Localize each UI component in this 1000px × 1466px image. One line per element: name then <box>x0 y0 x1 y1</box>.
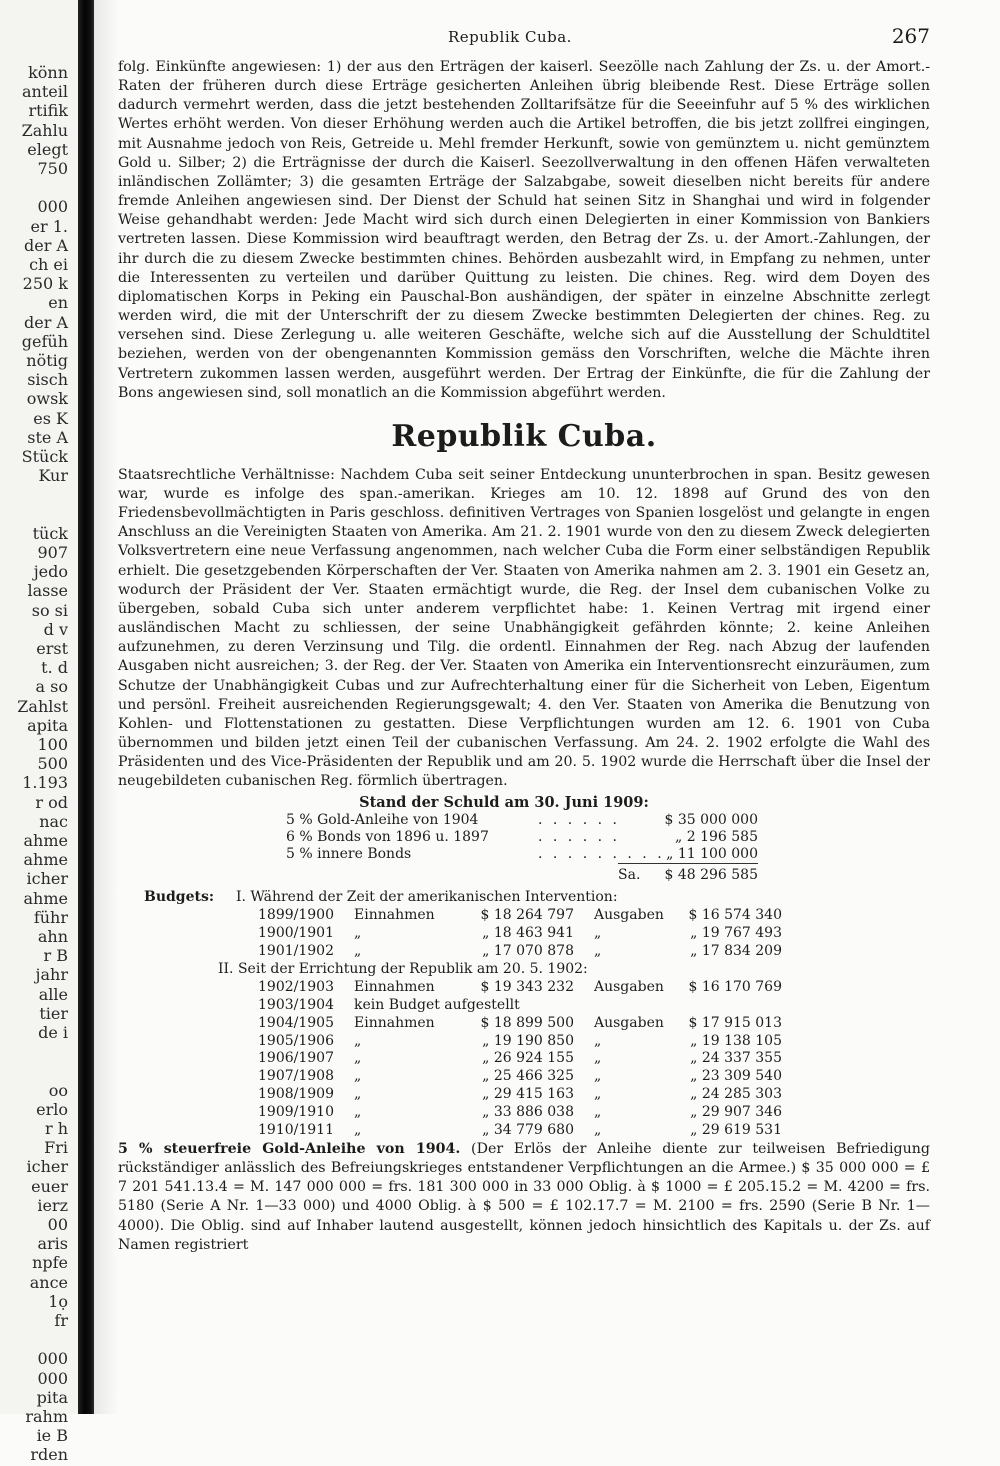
margin-fragment: npfe <box>32 1253 68 1273</box>
budget-year: 1909/1910 <box>258 1104 334 1121</box>
budget-year: 1907/1908 <box>258 1068 334 1085</box>
margin-fragment: d v <box>43 619 68 639</box>
budget-income-label: Einnahmen <box>354 907 435 924</box>
margin-fragment: nac <box>39 811 68 831</box>
budget-expense-label: „ <box>594 925 602 942</box>
budget-row <box>118 1086 930 1104</box>
margin-fragment: der A <box>24 312 68 332</box>
budget-expense: „ 19 138 105 <box>690 1032 782 1049</box>
margin-fragment: ste A <box>27 427 68 447</box>
margin-fragment: Fri <box>44 1138 68 1158</box>
margin-fragment: rden <box>30 1445 68 1465</box>
debt-sum-amount: $ 48 296 585 <box>664 867 758 884</box>
margin-fragment: ie B <box>36 1426 68 1446</box>
budget-year: 1901/1902 <box>258 943 334 960</box>
margin-fragment: apita <box>27 715 68 735</box>
budget-income-label: Einnahmen <box>354 978 435 995</box>
debt-row-label: 6 % Bonds von 1896 u. 1897 <box>286 829 489 846</box>
running-head <box>118 24 930 58</box>
margin-fragment: 00 <box>47 1215 68 1234</box>
page-body <box>118 24 930 1255</box>
budget-expense: „ 29 619 531 <box>690 1122 782 1139</box>
debt-row <box>118 846 930 863</box>
margin-fragment: anteil <box>22 82 68 102</box>
debt-row-label: 5 % Gold-Anleihe von 1904 <box>286 812 479 829</box>
margin-fragment: gefüh <box>21 331 68 351</box>
margin-fragment: 1ọ <box>48 1291 68 1311</box>
margin-fragment: icher <box>26 869 68 889</box>
loan-paragraph <box>118 1140 930 1255</box>
margin-fragment: erst <box>36 639 68 658</box>
budget-row <box>118 1068 930 1086</box>
budget-row <box>118 925 930 943</box>
debt-table <box>118 793 930 885</box>
margin-fragment: alle <box>38 984 68 1004</box>
previous-page-margin <box>0 0 78 1465</box>
budget-income: $ 18 264 797 <box>480 907 574 924</box>
margin-fragment: en <box>48 293 68 313</box>
margin-fragment: Zahlu <box>21 120 68 140</box>
margin-fragment: 500 <box>37 754 68 774</box>
budget-expense-label: „ <box>594 1050 602 1067</box>
margin-fragment: nötig <box>26 351 68 370</box>
budget-expense-label: „ <box>594 943 602 960</box>
margin-fragment: tier <box>39 1003 68 1023</box>
margin-fragment: er 1. <box>30 216 68 236</box>
budget-income-label: „ <box>354 1068 362 1085</box>
section-title: Republik Cuba. <box>391 418 657 454</box>
budget-income-label: „ <box>354 1104 362 1121</box>
budget-expense: „ 17 834 209 <box>690 943 782 960</box>
budget-year: 1899/1900 <box>258 907 334 924</box>
budget-expense: „ 24 337 355 <box>690 1050 782 1067</box>
margin-fragment: tück <box>32 523 68 543</box>
debt-row-label: 5 % innere Bonds <box>286 846 412 863</box>
budget-expense-label: „ <box>594 1032 602 1049</box>
budget-expense-label: Ausgaben <box>594 1014 664 1031</box>
budgets-period1-heading: I. Während der Zeit der amerikanischen Intervention: <box>236 889 618 906</box>
budget-year: 1906/1907 <box>258 1050 334 1067</box>
margin-fragment: aris <box>37 1234 68 1254</box>
running-head-title: Republik Cuba. <box>448 28 572 46</box>
budget-income: „ 17 070 878 <box>482 943 574 960</box>
budget-income: „ 25 466 325 <box>482 1068 574 1085</box>
margin-fragment: de i <box>38 1023 68 1042</box>
margin-fragment: es K <box>33 408 68 428</box>
budget-expense-label: „ <box>594 1086 602 1103</box>
margin-fragment: elegt <box>27 139 68 159</box>
budget-income-label: „ <box>354 943 362 960</box>
margin-fragment: Stück <box>21 447 68 466</box>
budget-expense: „ 24 285 303 <box>690 1086 782 1103</box>
margin-fragment: 1.193 <box>22 773 68 793</box>
margin-fragment: owsk <box>26 389 68 409</box>
margin-fragment: pita <box>36 1387 68 1407</box>
budget-row <box>118 1050 930 1068</box>
margin-fragment: ch ei <box>29 255 68 274</box>
budget-row <box>118 907 930 925</box>
margin-fragment: sisch <box>27 370 68 390</box>
budget-row <box>118 1033 930 1051</box>
margin-fragment: ahme <box>23 831 68 850</box>
debt-sum-row <box>118 863 930 885</box>
margin-fragment: 750 <box>37 159 68 178</box>
budget-expense-label: „ <box>594 1068 602 1085</box>
budget-expense: „ 19 767 493 <box>690 925 782 942</box>
debt-row-amount: „ 11 100 000 <box>666 846 758 863</box>
budget-year: 1900/1901 <box>258 925 334 942</box>
budgets-lead: Budgets: <box>144 889 215 906</box>
budget-expense: $ 17 915 013 <box>688 1014 782 1031</box>
margin-fragment: t. d <box>41 658 68 678</box>
budget-row <box>118 1104 930 1122</box>
budget-income-label: „ <box>354 1086 362 1103</box>
budget-row <box>118 1015 930 1033</box>
margin-fragment: euer <box>31 1176 68 1196</box>
budgets-table <box>118 889 930 1139</box>
margin-fragment: erlo <box>36 1099 68 1119</box>
budget-income-label: Einnahmen <box>354 1014 435 1031</box>
margin-fragment: 907 <box>37 543 68 562</box>
margin-fragment: der A <box>24 235 68 255</box>
constitution-paragraph: Staatsrechtliche Verhältnisse: Nachdem Cuba seit seiner Entdeckung ununterbrochen in span. Besitz gewesen war, wurde es infolge des span.-amerikan. Krieges am 10. 12. 1898 auf Grund des von den Friedensbevollmächtigten in Paris geschloss. definitiven Vertrages von Spanien losgelöst und gelangte in engen Anschluss an die Vereinigten Staaten von Amerika. Am 21. 2. 1901 wurde von den zu diesem Zweck delegierten Volksvertretern eine neue Verfassung angenommen, nach welcher Cuba die Form einer selbständigen Republik erhielt. Die gesetzgebenden Körperschaften der Ver. Staaten von Amerika nahmen am 2. 3. 1901 ein Gesetz an, wodurch der Präsident der Ver. Staaten ermächtigt wurde, die Reg. der Insel dem cubanischen Volke zu übergeben, sobald Cuba sich unter anderem verpflichtet habe: 1. Keinen Vertrag mit irgend einer ausländischen Macht zu schliessen, der seine Unabhängigkeit gefährden könnte; 2. keine Anleihen aufzunehmen, zu deren Verzinsung und Tilg. die ordentl. Einnahmen der Reg. nach Abzug der laufenden Ausgaben nicht ausreichen; 3. der Reg. der Ver. Staaten von Amerika ein Interventionsrecht einzuräumen, zum Schutze der Unabhängigkeit Cubas und zur Aufrechterhaltung einer für die Sicherheit von Leben, Eigentum und persönl. Freiheit ausreichenden Regierungsgewalt; 4. den Ver. Staaten von Amerika die Benutzung von Kohlen- und Flottenstationen zu gestatten. Diese Verpflichtungen wurden am 12. 6. 1901 von Cuba übernommen und bilden jetzt einen Teil der cubanischen Verfassung. Am 24. 2. 1902 erfolgte die Wahl des Präsidenten und des Vice-Präsidenten der Republik und am 20. 5. 1902 wurde die Herrschaft über die Insel der neugebildeten cubanischen Reg. förmlich übertragen. <box>118 466 930 790</box>
budget-income-label: „ <box>354 925 362 942</box>
margin-fragment: 100 <box>37 735 68 754</box>
debt-heading: Stand der Schuld am 30. Juni 1909: <box>359 794 649 812</box>
budget-expense-label: Ausgaben <box>594 978 664 995</box>
debt-row <box>118 812 930 829</box>
debt-row-dots: . . . . . . <box>538 812 620 829</box>
margin-fragment: lasse <box>27 581 68 601</box>
margin-fragment: a so <box>35 677 68 697</box>
margin-fragment: so si <box>31 600 68 620</box>
budget-year: 1910/1911 <box>258 1122 334 1139</box>
margin-fragment: r od <box>35 792 68 812</box>
budget-income: $ 19 343 232 <box>480 978 574 995</box>
budget-income-label: „ <box>354 1032 362 1049</box>
budget-year: 1902/1903 <box>258 978 334 995</box>
budget-year: 1908/1909 <box>258 1086 334 1103</box>
debt-row-amount: $ 35 000 000 <box>664 812 758 829</box>
debt-row-dots: . . . . . . <box>538 829 620 846</box>
margin-fragment: ance <box>29 1272 68 1292</box>
budget-expense: „ 23 309 540 <box>690 1068 782 1085</box>
margin-fragment: 000 <box>37 1349 68 1369</box>
margin-fragment: fr <box>54 1311 68 1330</box>
page-number: 267 <box>891 24 930 48</box>
margin-fragment: icher <box>26 1157 68 1177</box>
margin-fragment: 250 k <box>22 274 68 294</box>
budget-expense: $ 16 170 769 <box>688 978 782 995</box>
budgets-period2-heading: II. Seit der Errichtung der Republik am 20. 5. 1902: <box>218 961 588 978</box>
margin-fragment: könn <box>28 63 68 82</box>
margin-fragment: ahn <box>37 927 68 946</box>
budget-income: „ 26 924 155 <box>482 1050 574 1067</box>
budget-row <box>118 997 930 1015</box>
gutter-shadow <box>94 0 118 1414</box>
budget-income: „ 34 779 680 <box>482 1122 574 1139</box>
budget-expense: „ 29 907 346 <box>690 1104 782 1121</box>
margin-fragment: jedo <box>33 562 68 582</box>
margin-fragment: 000 <box>37 197 68 217</box>
margin-fragment: rahm <box>25 1407 68 1426</box>
budget-income: „ 29 415 163 <box>482 1086 574 1103</box>
budgets-period1-heading-line <box>118 889 930 907</box>
budget-income: $ 18 899 500 <box>480 1014 574 1031</box>
budget-income: „ 33 886 038 <box>482 1104 574 1121</box>
budget-expense-label: „ <box>594 1104 602 1121</box>
margin-fragment: jahr <box>35 965 68 985</box>
margin-fragment: führ <box>33 907 68 927</box>
debt-row-dots: . . . . . . . . . <box>538 846 665 863</box>
budget-year: 1905/1906 <box>258 1032 334 1049</box>
margin-fragment: ahme <box>23 888 68 908</box>
budget-year: 1903/1904 <box>258 996 334 1013</box>
margin-fragment: Zahlst <box>17 696 68 716</box>
debt-row <box>118 829 930 846</box>
budget-income-label: „ <box>354 1050 362 1067</box>
budget-year: 1904/1905 <box>258 1014 334 1031</box>
budget-row <box>118 1122 930 1140</box>
budget-row <box>118 943 930 961</box>
margin-fragment: 000 <box>37 1368 68 1388</box>
budgets-period2-heading-line <box>118 961 930 979</box>
loan-title: 5 % steuerfreie Gold-Anleihe von 1904. <box>118 1140 461 1157</box>
continuation-paragraph: folg. Einkünfte angewiesen: 1) der aus den Erträgen der kaiserl. Seezölle nach Zahlung der Zs. u. der Amort.-Raten der früheren durch diese Erträge gesicherten Anleihen übrig bleibende Rest. Diese Erträge sollen dadurch vermehrt werden, dass die jetzt bestehenden Zolltarifsätze für die Seeeinfuhr auf 5 % des wirklichen Wertes erhöht werden. Von dieser Erhöhung werden auch die Artikel betroffen, die bis jetzt zollfrei eingingen, mit Ausnahme jedoch von Reis, Getreide u. Mehl fremder Herkunft, sowie von gemünztem u. nicht gemünztem Gold u. Silber; 2) die Erträgnisse der durch die Kaiserl. Seezollverwaltung in den offenen Häfen verwalteten inländischen Zollämter; 3) die gesamten Erträge der Salzabgabe, soweit dieselben nicht bereits für andere fremde Anleihen angewiesen sind. Der Dienst der Schuld hat seinen Sitz in Shanghai und wird in folgender Weise gehandhabt werden: Jede Macht wird sich durch einen Delegierten in einer Kommission von Bankiers vertreten lassen. Diese Kommission wird beauftragt werden, den Betrag der Zs. u. der Amort.-Zahlungen, der ihr durch die zu diesem Zwecke bestimmten chines. Behörden ausbezahlt wird, in Empfang zu nehmen, unter die Interessenten zu verteilen und darüber Quittung zu leisten. Die chines. Reg. wird dem Doyen des diplomatischen Korps in Peking ein Pauschal-Bon aushändigen, der später in einzelne Abschnitte zerlegt werden wird, die mit der Unterschrift der zu diesem Zwecke bestimmten Delegierten der chines. Reg. zu versehen sind. Diese Zerlegung u. alle weiteren Geschäfte, welche sich auf die Ausstellung der Schuldtitel beziehen, werden von der obengenannten Kommission gemäss den Vorschriften, welche die Mächte ihren Vertretern zukommen lassen werden, ausgeführt werden. Der Ertrag der Einkünfte, die für die Zahlung der Bons angewiesen sind, soll monatlich an die Kommission abgeführt werden. <box>118 59 930 401</box>
debt-sum-label: Sa. <box>618 867 641 884</box>
budget-expense-label: Ausgaben <box>594 907 664 924</box>
budget-expense: $ 16 574 340 <box>688 907 782 924</box>
margin-fragment: ahme <box>23 850 68 870</box>
debt-sum-rule <box>618 863 758 864</box>
margin-fragment: r h <box>44 1119 68 1138</box>
margin-fragment: rtifik <box>28 101 68 121</box>
budget-income: „ 19 190 850 <box>482 1032 574 1049</box>
budget-income-label: „ <box>354 1122 362 1139</box>
margin-fragment: oo <box>48 1080 68 1100</box>
book-binding-gutter <box>78 0 94 1414</box>
loan-text: (Der Erlös der Anleihe diente zur teilweisen Befriedigung rückständiger anlässlich des Befreiungskrieges entstandener Verpflichtungen an die Armee.) $ 35 000 000 = £ 7 201 541.13.4 = M. 147 000 000 = frs. 181 300 000 in 33 000 Oblig. à $ 1000 = £ 205.15.2 = M. 4200 = frs. 5180 (Serie A Nr. 1—33 000) und 4000 Oblig. à $ 500 = £ 102.17.7 = M. 2100 = frs. 2590 (Serie B Nr. 1—4000). Die Oblig. sind auf Inhaber lautend ausgestellt, können jedoch hinsichtlich des Kapitals u. der Zs. auf Namen registriert <box>118 1140 930 1253</box>
debt-row-amount: „ 2 196 585 <box>675 829 758 846</box>
budget-income: „ 18 463 941 <box>482 925 574 942</box>
margin-fragment: Kur <box>38 466 68 486</box>
margin-fragment: r B <box>43 946 68 966</box>
budget-note: kein Budget aufgestellt <box>354 996 520 1013</box>
budget-expense-label: „ <box>594 1122 602 1139</box>
margin-fragment: ierz <box>37 1195 68 1215</box>
budget-row <box>118 979 930 997</box>
